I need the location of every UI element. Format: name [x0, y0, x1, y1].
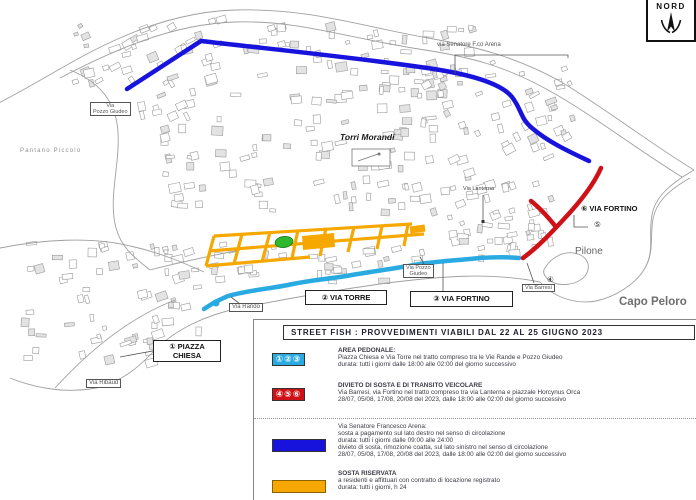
label-via-fortino-3: ③ VIA FORTINO: [410, 291, 513, 307]
legend-line: Via Barresi, via Fortino nel tratto compreso tra via Lanterna e piazzale Horcynus Orca: [338, 389, 581, 396]
label-via-rando: Via Rando: [229, 303, 263, 312]
north-arrow-icon: [658, 11, 684, 37]
legend-heading-divieto: DIVIETO DI SOSTA E DI TRANSITO VEICOLARE: [338, 382, 483, 389]
legend-heading-arena: Via Senatore Francesco Arena:: [338, 423, 427, 430]
label-via-ribaud: Via Ribaud: [86, 379, 121, 388]
label-pantano-piccolo: Pantano Piccolo: [20, 148, 82, 154]
north-compass-logo: [646, 0, 696, 42]
legend-line: a residenti e affittuari con contratto di locazione registrato: [338, 477, 500, 484]
label-via-fortino-6: ⑥ VIA FORTINO: [581, 204, 638, 213]
marker-5: ⑤: [594, 220, 601, 229]
label-via-lanterna: Via Lanterna: [463, 186, 495, 192]
label-pilone: Pilone: [575, 246, 603, 257]
legend-marker-pedonale: ①②③: [272, 353, 305, 366]
legend-marker-divieto: ④⑤⑥: [272, 388, 305, 401]
legend-title: STREET FISH : PROVVEDIMENTI VIABILI DAL 22 AL 25 GIUGNO 2023: [283, 325, 695, 340]
label-torri-morandi: Torri Morandi: [340, 132, 395, 142]
legend-panel: [253, 319, 696, 500]
legend-line: durata: tutti i giorni dalle 18:00 alle 02:00 del giorno successivo: [338, 361, 516, 368]
label-via-barresi: Via Barresi: [522, 284, 555, 292]
north-label: NORD: [656, 2, 686, 11]
legend-heading-pedonale: AREA PEDONALE:: [338, 347, 396, 354]
legend-line: durata: tutti i giorni dalle 09:00 alle 24:00: [338, 437, 454, 444]
legend-line: durata: tutti i giorni, h 24: [338, 484, 407, 491]
marker-4: ④: [547, 275, 554, 284]
legend-line: 28/07, 05/08, 17/08, 20/08 del 2023, dalle 18:00 alle 02:00 del giorno successivo: [338, 451, 567, 458]
label-via-pozzo-giudeo-top: Via Pozzo Giudeo: [90, 102, 131, 116]
label-via-senatore-arena: via Senatore F.co Arena: [437, 42, 501, 48]
legend-separator: [254, 418, 696, 419]
legend-line: 28/07, 05/08, 17/08, 20/08 del 2023, dalle 18:00 alle 02:00 del giorno successivo: [338, 396, 567, 403]
label-via-torre-2: ② VIA TORRE: [305, 290, 387, 305]
label-piazza-chiesa: ① PIAZZA CHIESA: [153, 340, 221, 362]
legend-marker-arena: [272, 439, 326, 452]
torri-morandi-box: [352, 149, 390, 166]
label-via-pozzo-giudeo-mid: Via Pozzo Giudeo: [403, 264, 434, 278]
label-capo-peloro: Capo Peloro: [619, 296, 687, 308]
sosta-riservata-streets: [206, 224, 425, 266]
route-arena-blue: [127, 41, 589, 161]
legend-line: Piazza Chiesa e Via Torre nel tratto compreso tra le Vie Rande e Pozzo Giudeo: [338, 354, 563, 361]
legend-marker-sosta: [272, 480, 326, 493]
legend-line: sosta a pagamento sul lato destro nel senso di circolazione: [338, 430, 506, 437]
legend-line: divieto di sosta, rimozione coatta, sul lato sinistro nel senso di circolazione: [338, 444, 548, 451]
legend-heading-sosta: SOSTA RISERVATA: [338, 470, 397, 477]
